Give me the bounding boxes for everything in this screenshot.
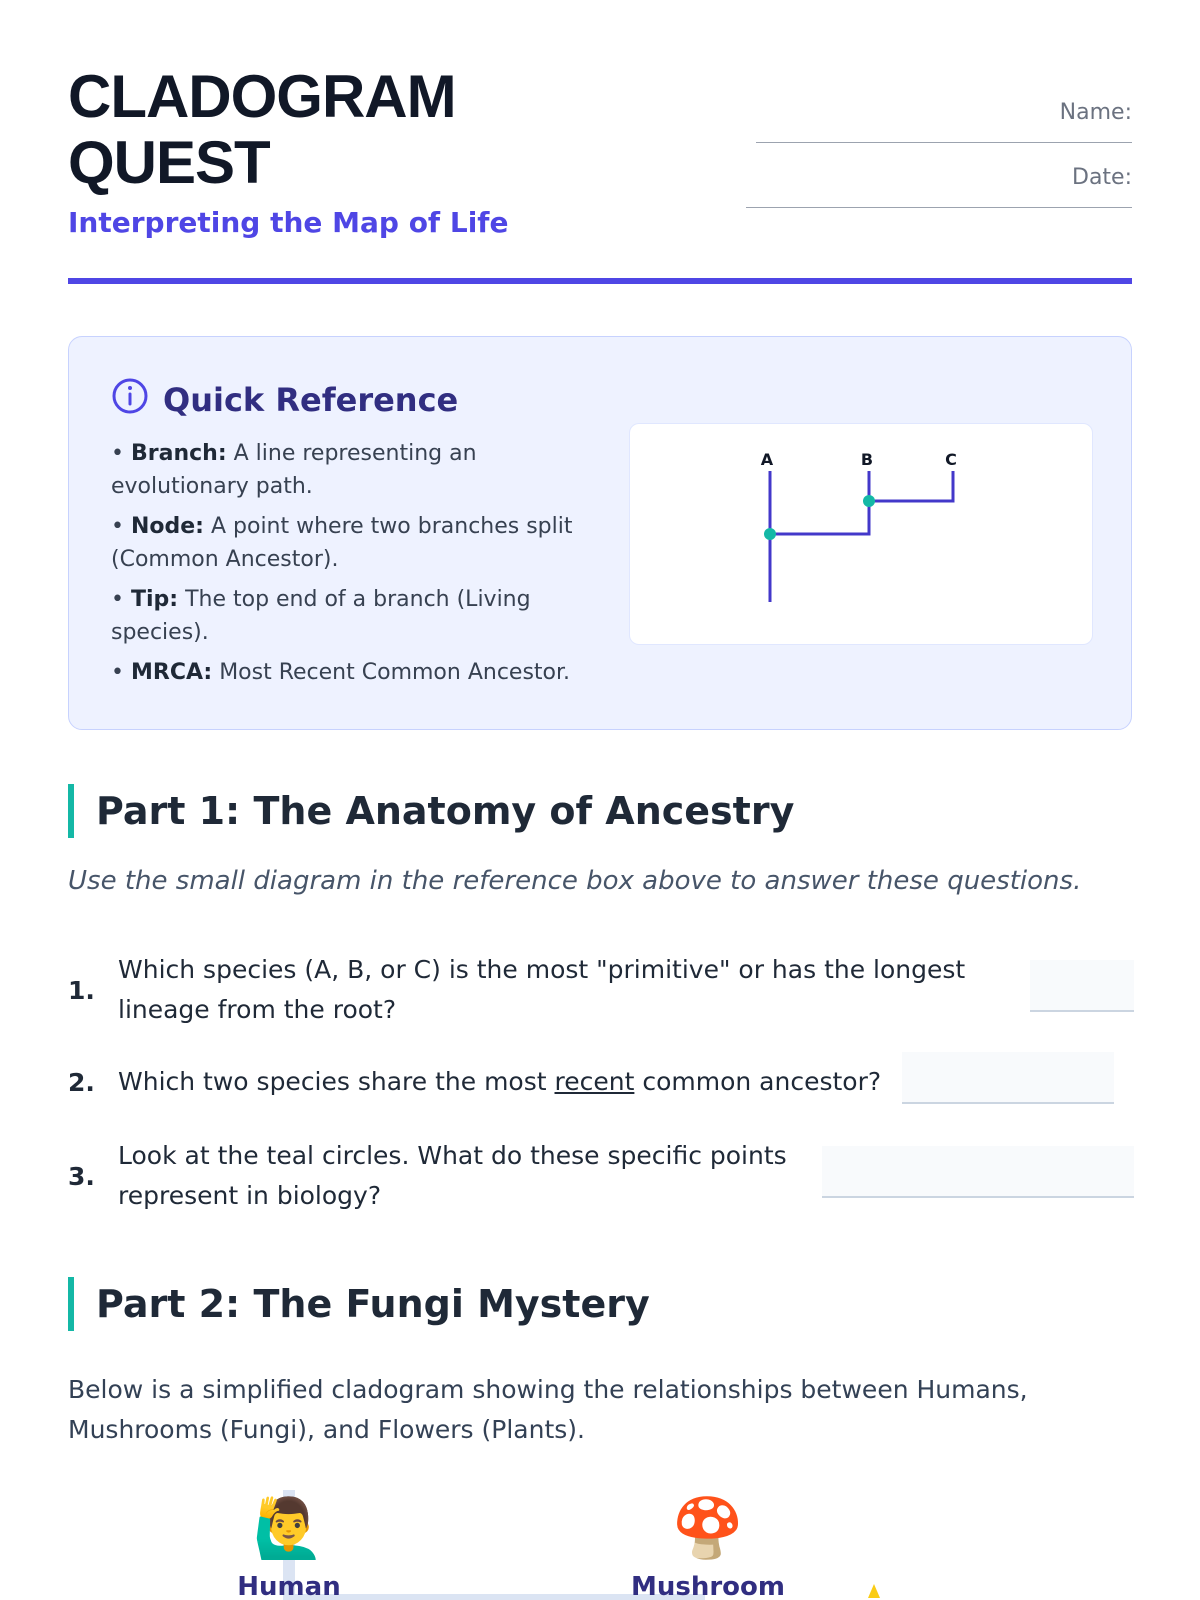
reference-definition: The top end of a branch (Living species). (111, 587, 531, 645)
question-text (118, 1062, 881, 1102)
title-line-2: QUEST (68, 129, 270, 196)
student-info (742, 100, 1132, 230)
reference-item: • MRCA: Most Recent Common Ancestor. (111, 660, 571, 685)
part2-title: Part 2: The Fungi Mystery (68, 1277, 650, 1331)
branch-to-c (869, 471, 953, 501)
reference-item: • Tip: The top end of a branch (Living species). (111, 587, 531, 645)
quick-reference-heading (111, 377, 458, 423)
node-bc (863, 495, 875, 507)
question-text: Which species (A, B, or C) is the most "primitive" or has the longest lineage from the root? (118, 955, 966, 1024)
mushroom-label: Mushroom (630, 1572, 786, 1600)
question-number: 2. (68, 1067, 95, 1097)
reference-term: MRCA: (130, 660, 213, 685)
answer-field-1[interactable] (1030, 960, 1134, 1012)
quick-reference-box (68, 336, 1132, 730)
reference-term: Branch: (130, 441, 227, 466)
part1-instructions: Use the small diagram in the reference box above to answer these questions. (68, 866, 1082, 896)
date-label: Date: (1072, 165, 1132, 190)
reference-definition: A point where two branches split (Common Ancestor). (111, 514, 573, 572)
question-number: 3. (68, 1161, 95, 1191)
page-subtitle: Interpreting the Map of Life (68, 206, 509, 239)
answer-field-2[interactable] (902, 1052, 1114, 1104)
worksheet-header (68, 0, 1132, 284)
part2-intro: Below is a simplified cladogram showing the relationships between Humans, Mushrooms (Fungi), and Flowers (Plants). (68, 1375, 1028, 1444)
tip-label-c: C (945, 450, 957, 469)
question-1 (68, 950, 1132, 1030)
question-text-part: Which two species share the most (118, 1067, 555, 1096)
title-line-1: CLADOGRAM (68, 63, 456, 130)
reference-item: • Branch: A line representing an evolutionary path. (111, 441, 477, 499)
answer-field-3[interactable] (822, 1146, 1134, 1198)
human-label: Human (237, 1572, 341, 1600)
reference-term: Tip: (130, 587, 179, 612)
name-label: Name: (1059, 100, 1132, 125)
reference-term: Node: (130, 514, 204, 539)
tip-label-a: A (760, 450, 774, 469)
page-title (68, 64, 456, 196)
node-root (764, 528, 776, 540)
mushroom-icon: 🍄 (671, 1494, 745, 1562)
date-field[interactable] (746, 195, 1132, 208)
quick-reference-title: Quick Reference (163, 381, 459, 419)
question-text-part: common ancestor? (634, 1067, 882, 1096)
reference-item: • Node: A point where two branches split (Common Ancestor). (111, 514, 573, 572)
branch-to-bc (770, 471, 869, 534)
underlined-word: recent (554, 1067, 635, 1096)
name-field[interactable] (756, 130, 1132, 143)
fungi-cladogram (68, 1488, 1132, 1600)
question-number: 1. (68, 975, 95, 1005)
human-icon: 🙋‍♂️ (252, 1494, 326, 1562)
question-text: Look at the teal circles. What do these specific points represent in biology? (118, 1141, 787, 1210)
reference-list (111, 437, 581, 696)
info-icon (111, 377, 149, 423)
reference-definition: A line representing an evolutionary path. (111, 441, 477, 499)
reference-definition: Most Recent Common Ancestor. (212, 660, 571, 685)
tip-label-b: B (860, 450, 874, 469)
part1-title: Part 1: The Anatomy of Ancestry (68, 784, 794, 838)
reference-cladogram (629, 423, 1093, 645)
flower-icon (868, 1584, 880, 1598)
